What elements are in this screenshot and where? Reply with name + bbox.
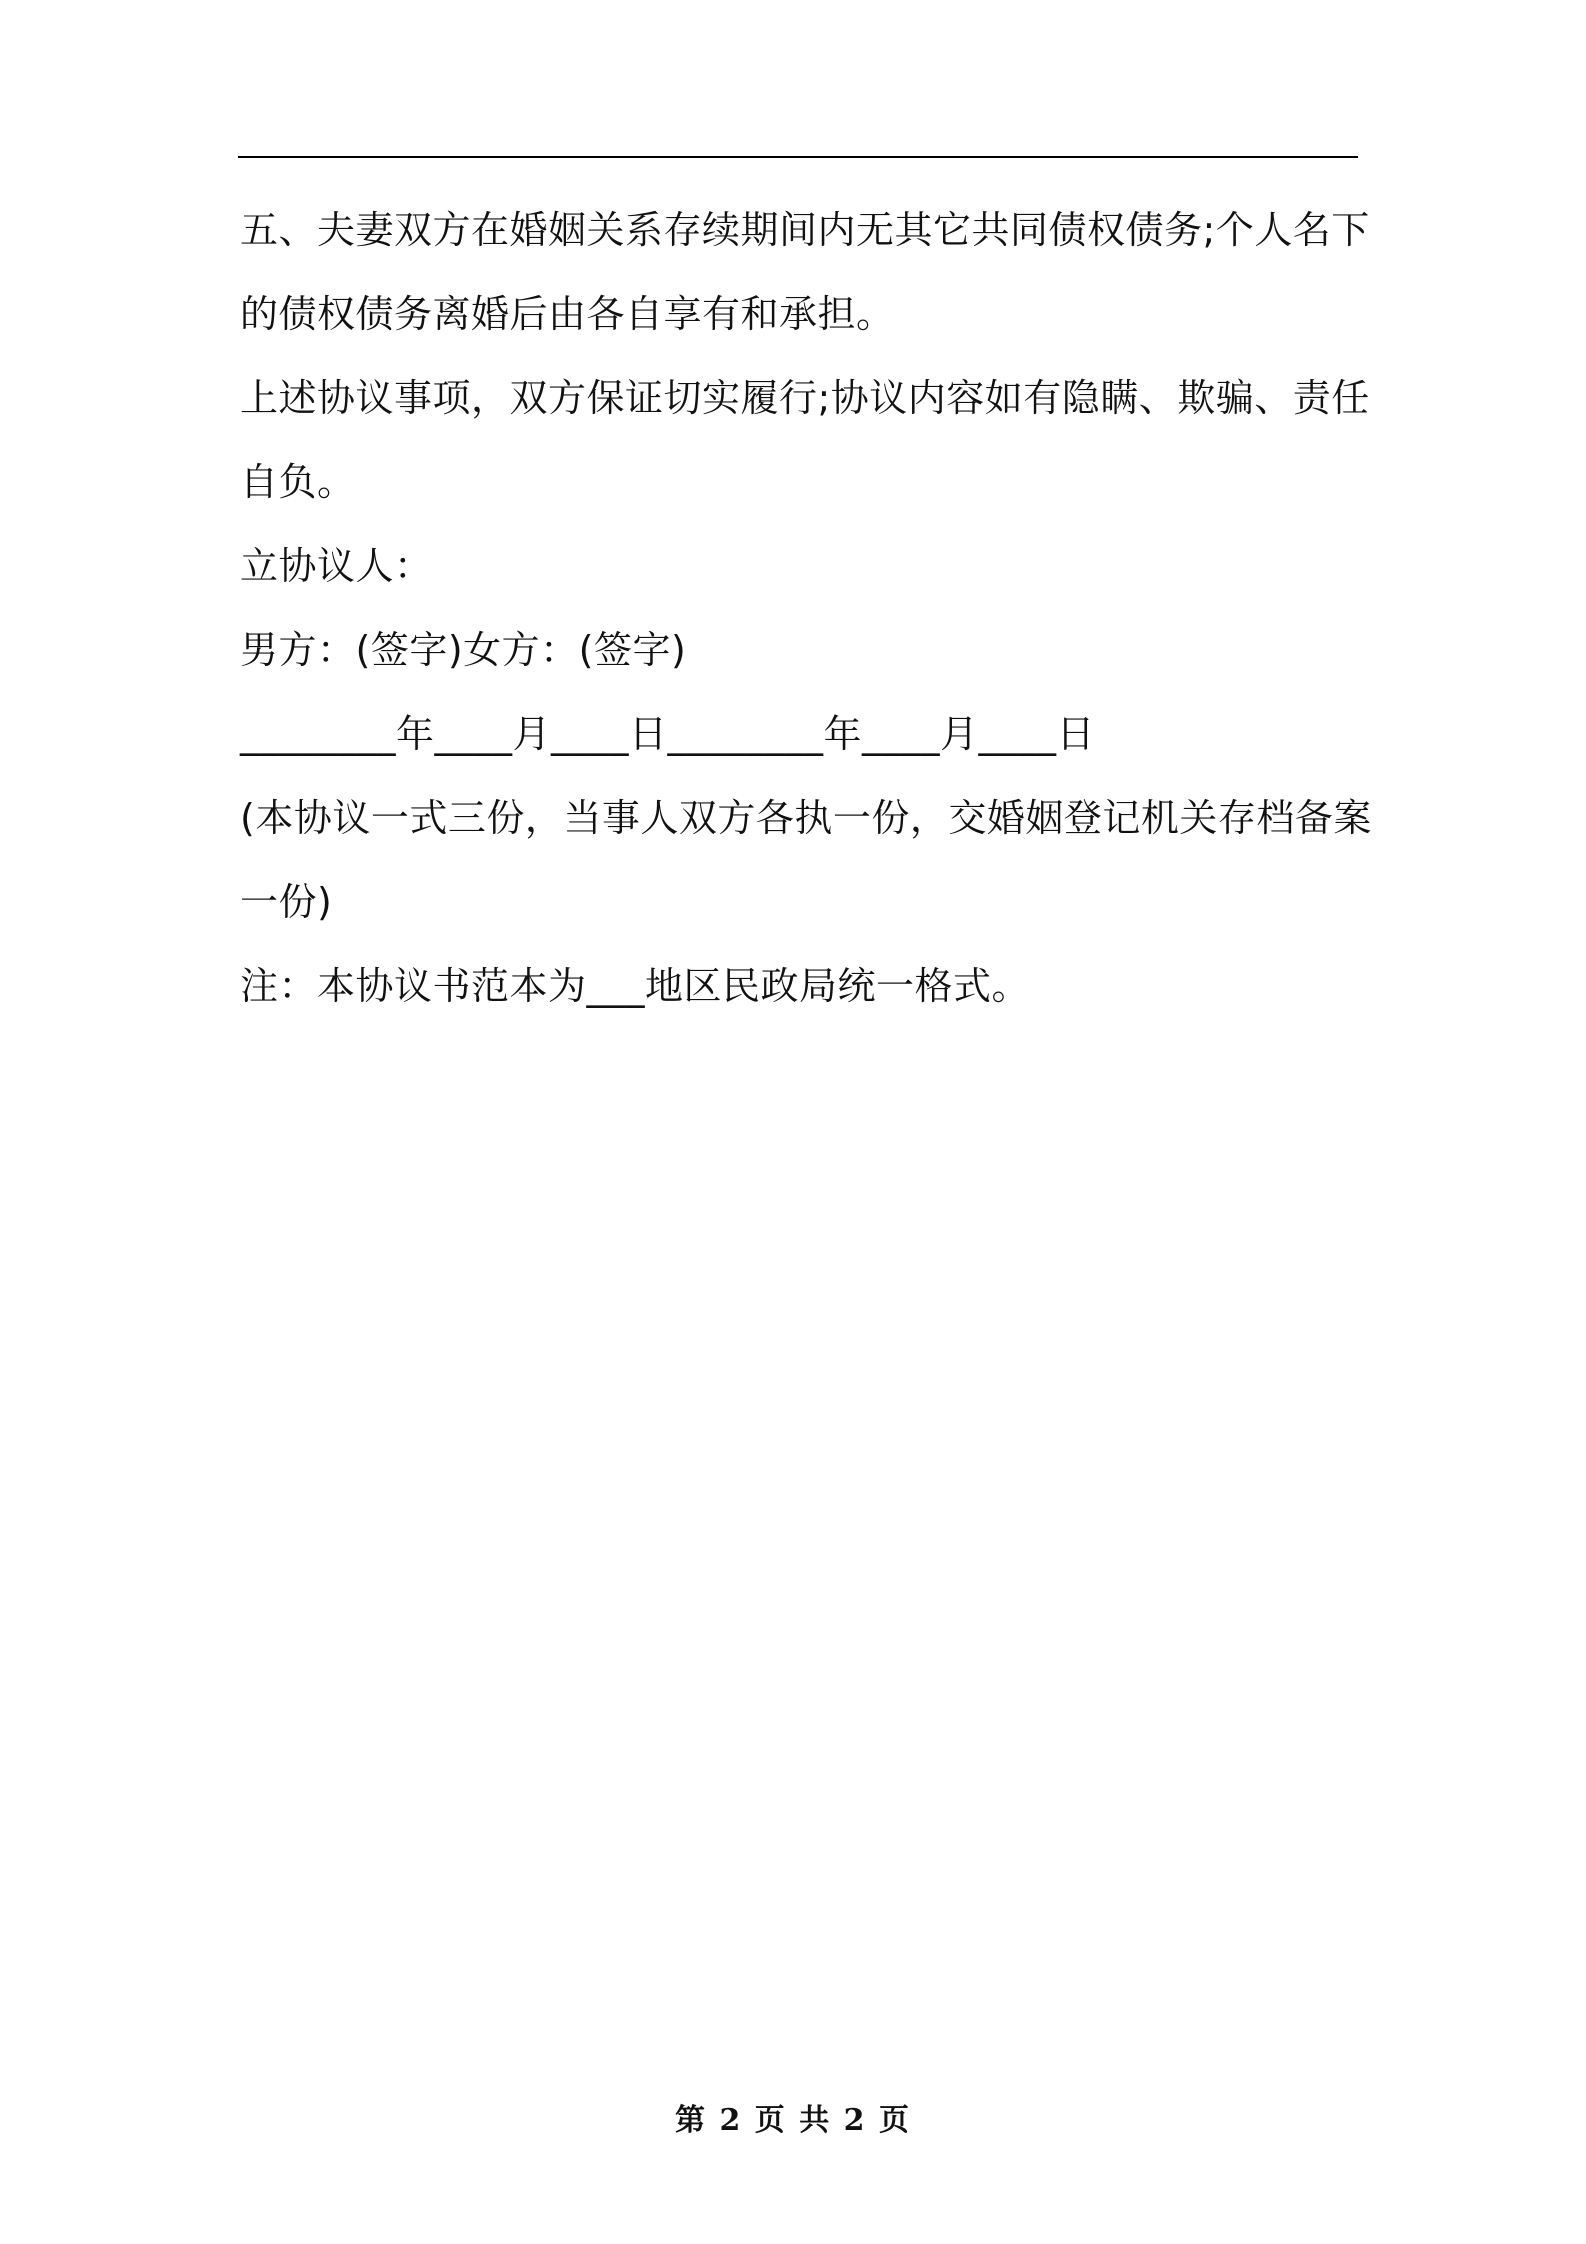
signature-line: 男方：(签字)女方：(签字) (240, 628, 687, 672)
copies-note-line2: 一份) (240, 880, 333, 924)
paragraph-debt-line2: 的债权债务离婚后由各自享有和承担。 (240, 292, 895, 336)
template-note: 注：本协议书范本为___地区民政局统一格式。 (240, 964, 1031, 1008)
paragraph-guarantee-line1: 上述协议事项，双方保证切实履行;协议内容如有隐瞒、欺骗、责任 (240, 376, 1370, 420)
paragraph-debt-line1: 五、夫妻双方在婚姻关系存续期间内无其它共同债权债务;个人名下 (240, 208, 1370, 252)
date-line: ________年____月____日________年____月____日 (240, 712, 1096, 756)
paragraph-guarantee-line2: 自负。 (240, 460, 356, 504)
page-number: 第 2 页 共 2 页 (675, 2103, 911, 2138)
document-body (240, 188, 1372, 1028)
header-rule (238, 156, 1358, 158)
copies-note-line1: (本协议一式三份，当事人双方各执一份，交婚姻登记机关存档备案 (240, 796, 1372, 840)
signatories-label: 立协议人： (240, 544, 433, 588)
